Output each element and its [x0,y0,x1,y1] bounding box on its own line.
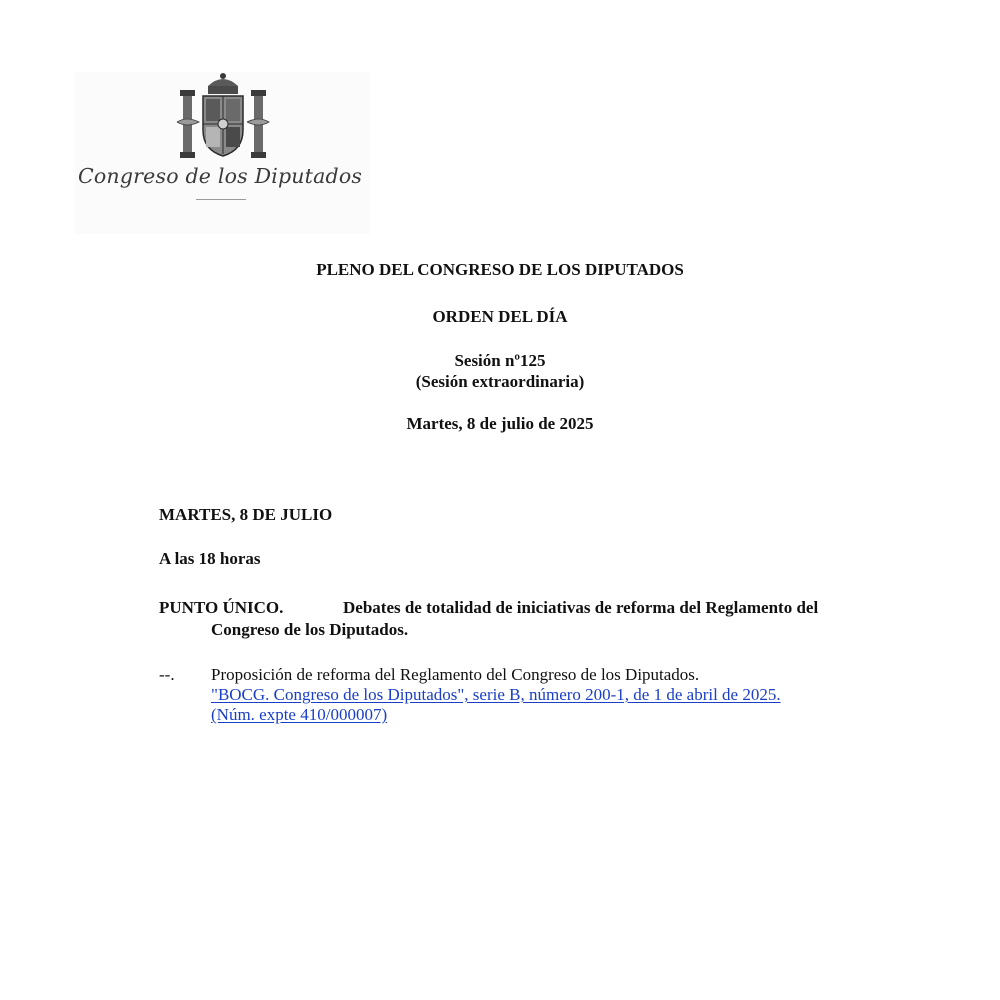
congreso-logo [75,72,370,234]
coat-of-arms-icon [175,72,271,164]
document-title: PLENO DEL CONGRESO DE LOS DIPUTADOS [316,260,684,279]
day-heading: MARTES, 8 DE JULIO [159,505,333,524]
agenda-point-label: PUNTO ÚNICO. [159,598,284,617]
session-type: (Sesión extraordinaria) [415,372,585,391]
session-number: Sesión nº125 [454,351,546,370]
bocg-reference-link[interactable]: "BOCG. Congreso de los Diputados", serie B, número 200-1, de 1 de abril de 2025. [211,685,781,704]
agenda-point-text-line2: Congreso de los Diputados. [211,620,409,639]
item-dash: --. [159,665,175,684]
item-title: Proposición de reforma del Reglamento del Congreso de los Diputados. [211,665,700,684]
agenda-point-text-line1: Debates de totalidad de iniciativas de reforma del Reglamento del [343,598,819,617]
expediente-link[interactable]: (Núm. expte 410/000007) [211,705,388,724]
session-date: Martes, 8 de julio de 2025 [406,414,594,433]
logo-wordmark: Congreso de los Diputados [78,164,363,188]
session-time: A las 18 horas [159,549,261,568]
document-subtitle: ORDEN DEL DÍA [432,307,568,326]
logo-divider [196,199,246,200]
agenda-item [211,665,781,725]
